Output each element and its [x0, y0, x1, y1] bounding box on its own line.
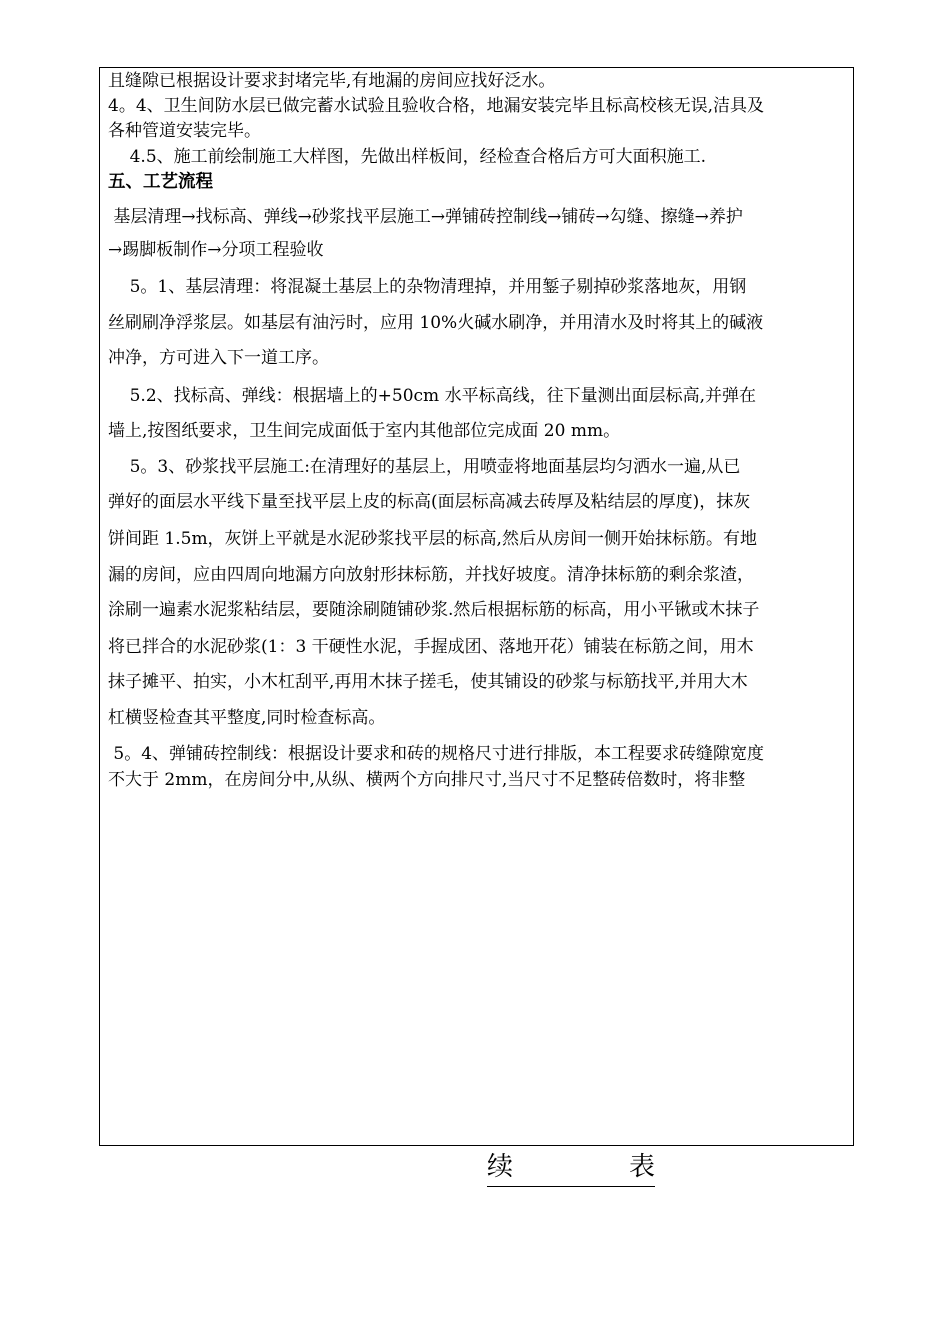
continued-table-label	[487, 1148, 655, 1187]
text-line: 抹子摊平、拍实，小木杠刮平,再用木抹子搓毛，使其铺设的砂浆与标筋找平,并用大木	[108, 672, 748, 692]
text-line: 丝刷刷净浮浆层。如基层有油污时，应用 10%火碱水刷净，并用清水及时将其上的碱液	[108, 313, 764, 333]
text-line: 弹好的面层水平线下量至找平层上皮的标高(面层标高减去砖厚及粘结层的厚度)，抹灰	[108, 492, 751, 512]
continued-label-right: 表	[628, 1152, 655, 1182]
text-line: 冲净，方可进入下一道工序。	[108, 348, 329, 368]
text-line: 基层清理→找标高、弹线→砂浆找平层施工→弹铺砖控制线→铺砖→勾缝、擦缝→养护	[108, 207, 743, 227]
text-line: 饼间距 1.5m，灰饼上平就是水泥砂浆找平层的标高,然后从房间一侧开始抹标筋。有地	[108, 529, 757, 549]
text-line: 墙上,按图纸要求，卫生间完成面低于室内其他部位完成面 20 mm。	[108, 421, 621, 441]
text-line: 5。1、基层清理：将混凝土基层上的杂物清理掉，并用錾子剔掉砂浆落地灰，用钢	[108, 277, 747, 297]
text-line: 涂刷一遍素水泥浆粘结层，要随涂刷随铺砂浆.然后根据标筋的标高，用小平锹或木抹子	[108, 600, 760, 620]
text-line: 5。3、砂浆找平层施工:在清理好的基层上，用喷壶将地面基层均匀洒水一遍,从已	[108, 457, 741, 477]
text-line: 杠横竖检查其平整度,同时检查标高。	[108, 708, 386, 728]
text-line: 5.2、找标高、弹线：根据墙上的+50cm 水平标高线，往下量测出面层标高,并弹在	[108, 386, 756, 406]
text-line: 5。4、弹铺砖控制线：根据设计要求和砖的规格尺寸进行排版，本工程要求砖缝隙宽度	[108, 744, 765, 764]
section-heading: 五、工艺流程	[108, 172, 213, 192]
text-line: 4.5、施工前绘制施工大样图，先做出样板间，经检查合格后方可大面积施工.	[108, 147, 707, 167]
continued-label-left: 续	[487, 1152, 514, 1182]
text-line: 且缝隙已根据设计要求封堵完毕,有地漏的房间应找好泛水。	[108, 71, 556, 91]
text-line: 将已拌合的水泥砂浆(1：3 干硬性水泥，手握成团、落地开花）铺装在标筋之间，用木	[108, 637, 754, 657]
text-line: →踢脚板制作→分项工程验收	[108, 240, 324, 260]
text-line: 4。4、卫生间防水层已做完蓄水试验且验收合格，地漏安装完毕且标高校核无误,洁具及	[108, 96, 765, 116]
text-line: 漏的房间，应由四周向地漏方向放射形抹标筋，并找好坡度。清净抹标筋的剩余浆渣，	[108, 565, 754, 585]
text-line: 不大于 2mm，在房间分中,从纵、横两个方向排尺寸,当尺寸不足整砖倍数时，将非整	[108, 770, 746, 790]
text-line: 各种管道安装完毕。	[108, 121, 261, 141]
